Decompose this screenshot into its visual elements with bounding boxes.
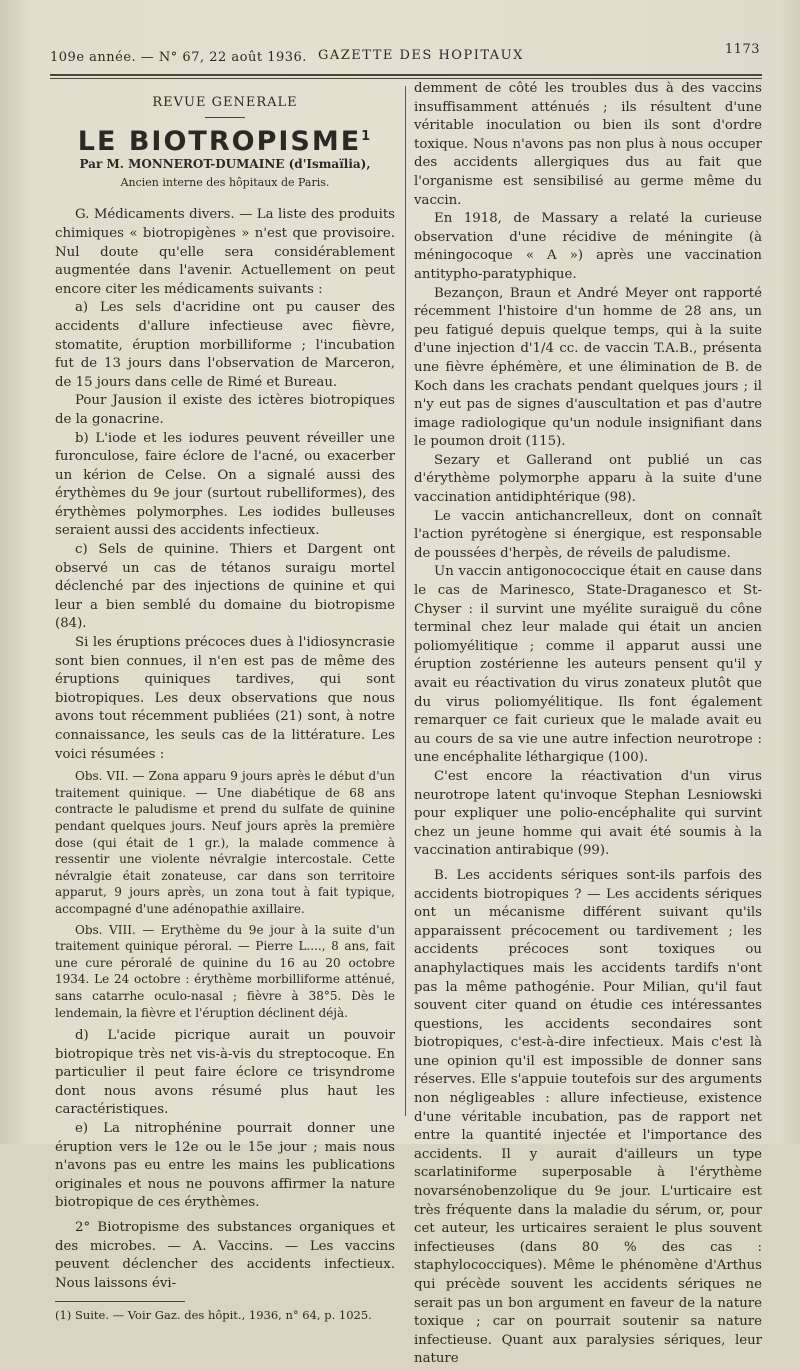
observation-paragraph: Obs. VIII. — Erythème du 9e jour à la suite d'un traitement quinique péroral. — Pierre L...., 8 ans, fait une cure péroralé de quinine du 16 au 20 octobre 1934. Le 24 octobre : érythème morbilliforme atténué, sans catarrhe oculo-nasal ; fièvre à 38°5. Dès le lendemain, la fièvre et l'éruption déclinent déjà. (55, 922, 395, 1020)
running-header (50, 40, 760, 68)
paragraph: Bezançon, Braun et André Meyer ont rapporté récemment l'histoire d'un homme de 28 ans, un peu fatigué depuis quelque temps, qui à la suite d'une injection d'1/4 cc. de vaccin T.A.B., présenta une fièvre éphémère, et une élimination de B. de Koch dans les crachats pendant quelques jours ; il n'y eut pas de signes d'auscultation et pas d'autre image radiologique qu'un nodule insignifiant dans le poumon droit (115). (414, 285, 762, 450)
paragraph: a) Les sels d'acridine ont pu causer des accidents d'allure infectieuse avec fièvre, stomatite, éruption morbilliforme ; l'incubation fut de 13 jours dans l'observation de Marceron, de 15 jours dans celle de Rimé et Bureau. (55, 300, 395, 390)
journal-name: GAZETTE DES HOPITAUX (318, 48, 524, 63)
left-column (55, 92, 395, 1325)
paragraph: demment de côté les troubles dus à des vaccins insuffisamment atténués ; ils résultent d'une véritable inoculation ou bien ils sont d'ordre toxique. Nous n'avons pas non plus à nous occuper des accidents allergiques dus au fait que l'organisme est sensibilisé au germe même du vaccin. (414, 81, 762, 208)
paragraph: B. Les accidents sériques sont-ils parfois des accidents biotropiques ? — Les accidents sériques ont un mécanisme différent suivant qu'ils apparaissent précocement ou tardivement ; les accidents précoces sont toxiques ou anaphylactiques mais les accidents tardifs n'ont pas la même pathogénie. Pour Milian, qu'il faut souvent citer quand on étudie ces intéressantes questions, les accidents secondaires sont biotropiques, c'est-à-dire infectieux. Mais c'est là une opinion qu'il est impossible de donner sans réserves. Elle s'appuie toutefois sur des arguments non négligeables : allure infectieuse, existence d'une véritable incubation, pas de rapport net entre la quantité injectée et l'importance des accidents. Il y aurait d'ailleurs un type scarlatiniforme superposable à l'érythème novarsénobenzolique du 9e jour. L'urticaire est très fréquente dans la maladie du sérum, or, pour cet auteur, les urticaires seraient le plus souvent infectieuses (dans 80 % des cas : staphylococciques). Même le phénomène d'Arthus qui précède souvent les accidents sériques ne serait pas un bon argument en faveur de la nature toxique ; car on pourrait soutenir sa nature infectieuse. Quant aux paralysies sériques, leur nature (414, 867, 762, 1367)
paragraph: Le vaccin antichancrelleux, dont on connaît l'action pyrétogène si énergique, est responsable de poussées d'herpès, de réveils de paludisme. (414, 508, 762, 561)
section-rule (205, 117, 245, 118)
paragraph: c) Sels de quinine. Thiers et Dargent ont observé un cas de tétanos suraigu mortel déclenché par des injections de quinine et qui leur a bien semblé du domaine du biotropisme (84). (55, 542, 395, 632)
paragraph: G. Médicaments divers. — La liste des produits chimiques « biotropigènes » n'est que provisoire. Nul doute qu'elle sera considérablement augmentée dans l'avenir. Actuellement on peut encore citer les médicaments suivants : (55, 207, 395, 297)
column-divider (405, 86, 406, 1116)
issue-info: 109e année. — N° 67, 22 août 1936. (50, 50, 307, 65)
footnote-rule (55, 1301, 185, 1302)
paragraph: 2° Biotropisme des substances organiques et des microbes. — A. Vaccins. — Les vaccins peuvent déclencher des accidents infectieux. Nous laissons évi- (55, 1220, 395, 1291)
observation-paragraph: Obs. VII. — Zona apparu 9 jours après le début d'un traitement quinique. — Une diabétique de 68 ans contracte le paludisme et prend du sulfate de quinine pendant quelques jours. Neuf jours après la première dose (qui était de 1 gr.), la malade commence à ressentir une violente névralgie intercostale. Cette névralgie était zonateuse, car dans son territoire apparut, 9 jours après, un zona tout à fait typique, accompagné d'une adénopathie axillaire. (55, 769, 395, 916)
paragraph: C'est encore la réactivation d'un virus neurotrope latent qu'invoque Stephan Lesniowski pour expliquer une polio-encéphalite qui survint chez un jeune homme qui avait été soumis à la vaccination antirabique (99). (414, 768, 762, 859)
header-rule-thin (50, 78, 762, 79)
paragraph: Sezary et Gallerand ont publié un cas d'érythème polymorphe apparu à la suite d'une vaccination antidiphtérique (98). (414, 452, 762, 506)
paragraph: d) L'acide picrique aurait un pouvoir biotropique très net vis-à-vis du streptocoque. En particulier il peut faire éclore ce trisyndrome dont nous avons résumé plus haut les caractéristiques. (55, 1028, 395, 1118)
title-footnote-mark: 1 (361, 128, 373, 144)
paragraph: b) L'iode et les iodures peuvent réveiller une furonculose, faire éclore de l'acné, ou exacerber un kérion de Celse. On a signalé aussi des érythèmes du 9e jour (surtout rubelliformes), des érythèmes polymorphes. Les iodides bulleuses seraient aussi des accidents infectieux. (55, 430, 395, 539)
page-number: 1173 (724, 42, 760, 57)
footnote: (1) Suite. — Voir Gaz. des hôpit., 1936, n° 64, p. 1025. (55, 1308, 372, 1323)
article-title (55, 125, 395, 157)
author-title: Ancien interne des hôpitaux de Paris. (120, 175, 330, 189)
paragraph: e) La nitrophénine pourrait donner une éruption vers le 12e ou le 15e jour ; mais nous n'avons pas eu entre les mains les publications originales et nous ne pouvons affirmer la nature biotropique de ces érythèmes. (55, 1121, 395, 1211)
right-column (414, 80, 762, 1369)
header-rule (50, 74, 762, 76)
paragraph: Un vaccin antigonococcique était en cause dans le cas de Marinesco, State-Draganesco et St-Chyser : il survint une myélite suraiguë du cône terminal chez leur malade qui était un ancien poliomyélitique ; comme il apparut aussi une éruption zostérienne les auteurs pensent qu'il y avait eu réactivation du virus zonateux plutôt que du virus poliomyélitique. Ils font également remarquer ce fait curieux que le malade avait eu au cours de sa vie une autre infection neurotrope : une encéphalite léthargique (100). (414, 564, 762, 766)
paragraph: Si les éruptions précoces dues à l'idiosyncrasie sont bien connues, il n'en est pas de même des éruptions quiniques tardives, qui sont biotropiques. Les deux observations que nous avons tout récemment publiées (21) sont, à notre connaissance, les seuls cas de la littérature. Les voici résumées : (55, 635, 395, 762)
paragraph: En 1918, de Massary a relaté la curieuse observation d'une récidive de méningite (à méningocoque « A ») après une vaccination antitypho-paratyphique. (414, 211, 762, 282)
section-title: REVUE GENERALE (152, 95, 298, 110)
article-title-text: LE BIOTROPISME (77, 125, 362, 157)
author-line: Par M. MONNEROT-DUMAINE (d'Ismaïlia), (79, 157, 371, 172)
paragraph: Pour Jausion il existe des ictères biotropiques de la gonacrine. (55, 393, 395, 427)
